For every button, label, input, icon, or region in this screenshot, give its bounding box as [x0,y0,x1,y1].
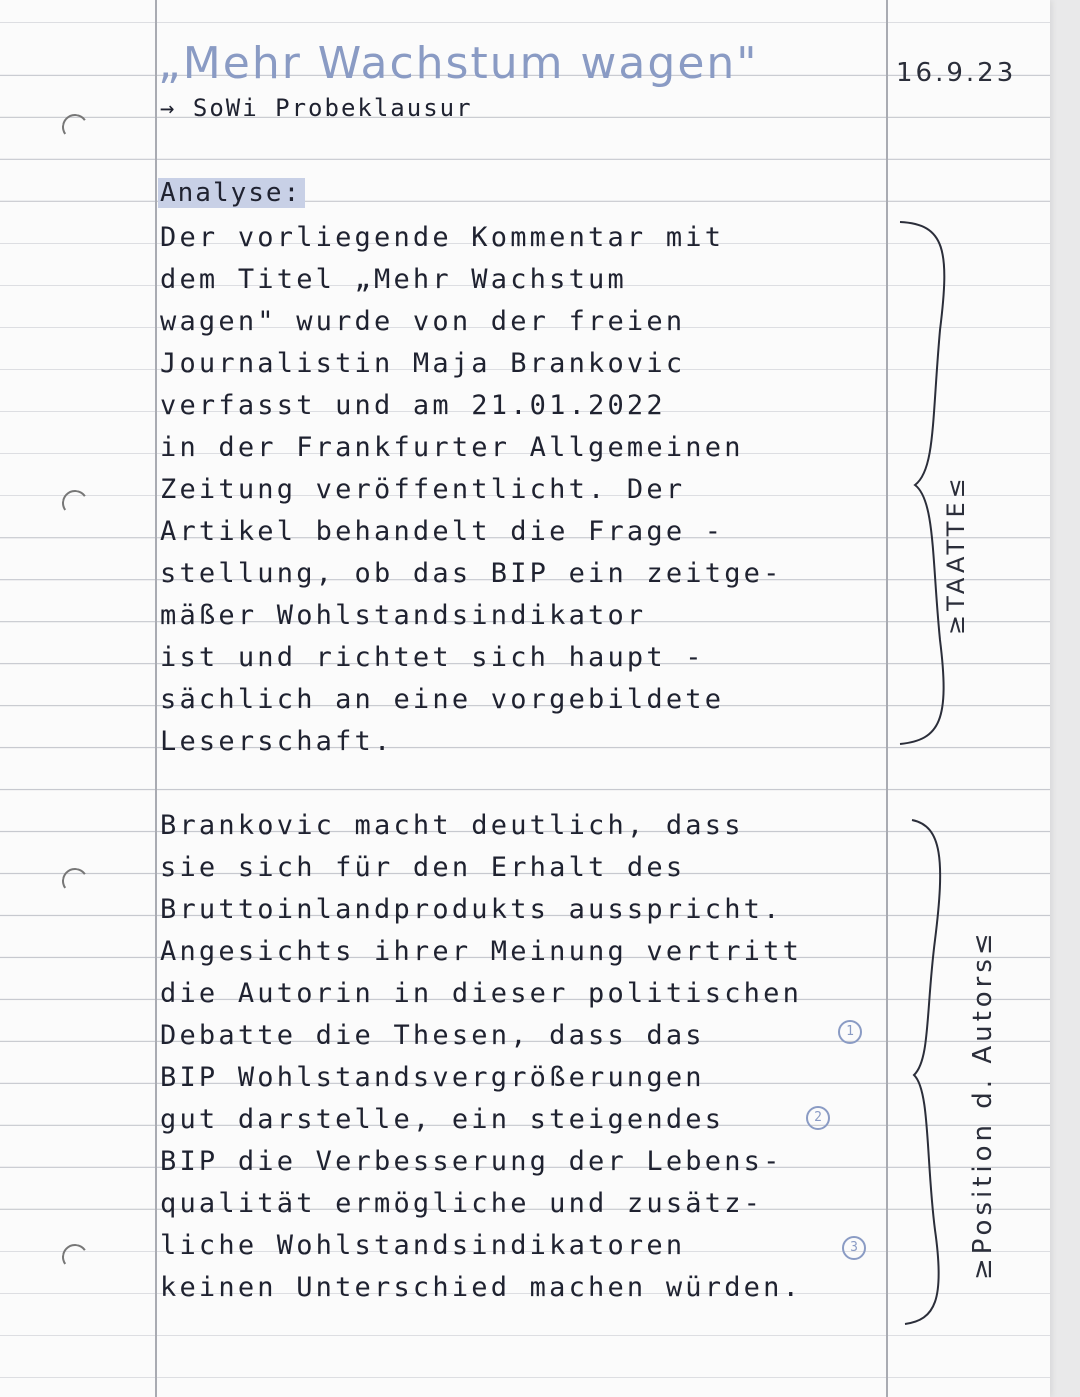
text-line: sächlich an eine vorgebildete [160,684,725,715]
margin-note-taatte: ≥TAATTE≤ [942,474,970,635]
text-line: qualität ermögliche und zusätz- [160,1188,764,1219]
text-line: Debatte die Thesen, dass das [160,1020,705,1051]
section-heading: Analyse: [158,178,305,208]
text-line: Journalistin Maja Brankovic [160,348,686,379]
text-line: in der Frankfurter Allgemeinen [160,432,744,463]
text-line: BIP die Verbesserung der Lebens- [160,1146,783,1177]
text-line: verfasst und am 21.01.2022 [160,390,666,421]
text-line: die Autorin in dieser politischen [160,978,803,1009]
text-line: Leserschaft. [160,726,394,757]
thesis-marker-3: 3 [842,1236,866,1260]
brace-1-icon [900,222,944,744]
text-line: sie sich für den Erhalt des [160,852,686,883]
text-line: Zeitung veröffentlicht. Der [160,474,686,505]
text-line: mäßer Wohlstandsindikator [160,600,647,631]
date: 16.9.23 [896,58,1017,88]
text-line: stellung, ob das BIP ein zeitge- [160,558,783,589]
text-line: Angesichts ihrer Meinung vertritt [160,936,803,967]
text-line: keinen Unterschied machen würden. [160,1272,803,1303]
text-line: ist und richtet sich haupt - [160,642,705,673]
text-line: BIP Wohlstandsvergrößerungen [160,1062,705,1093]
text-line: Bruttoinlandprodukts ausspricht. [160,894,783,925]
text-line: Brankovic macht deutlich, dass [160,810,744,841]
text-line: Der vorliegende Kommentar mit [160,222,725,253]
thesis-marker-2: 2 [806,1106,830,1130]
subtitle: → SoWi Probeklausur [160,94,473,122]
brace-2-icon [905,820,940,1324]
text-line: Artikel behandelt die Frage - [160,516,725,547]
text-line: wagen" wurde von der freien [160,306,686,337]
thesis-marker-1: 1 [838,1020,862,1044]
margin-note-position: ≥Position d. Autors≤ [968,929,998,1280]
text-line: liche Wohlstandsindikatoren [160,1230,686,1261]
text-line: gut darstelle, ein steigendes [160,1104,725,1135]
page-title: „Mehr Wachstum wagen" [158,38,759,89]
text-line: dem Titel „Mehr Wachstum [160,264,627,295]
